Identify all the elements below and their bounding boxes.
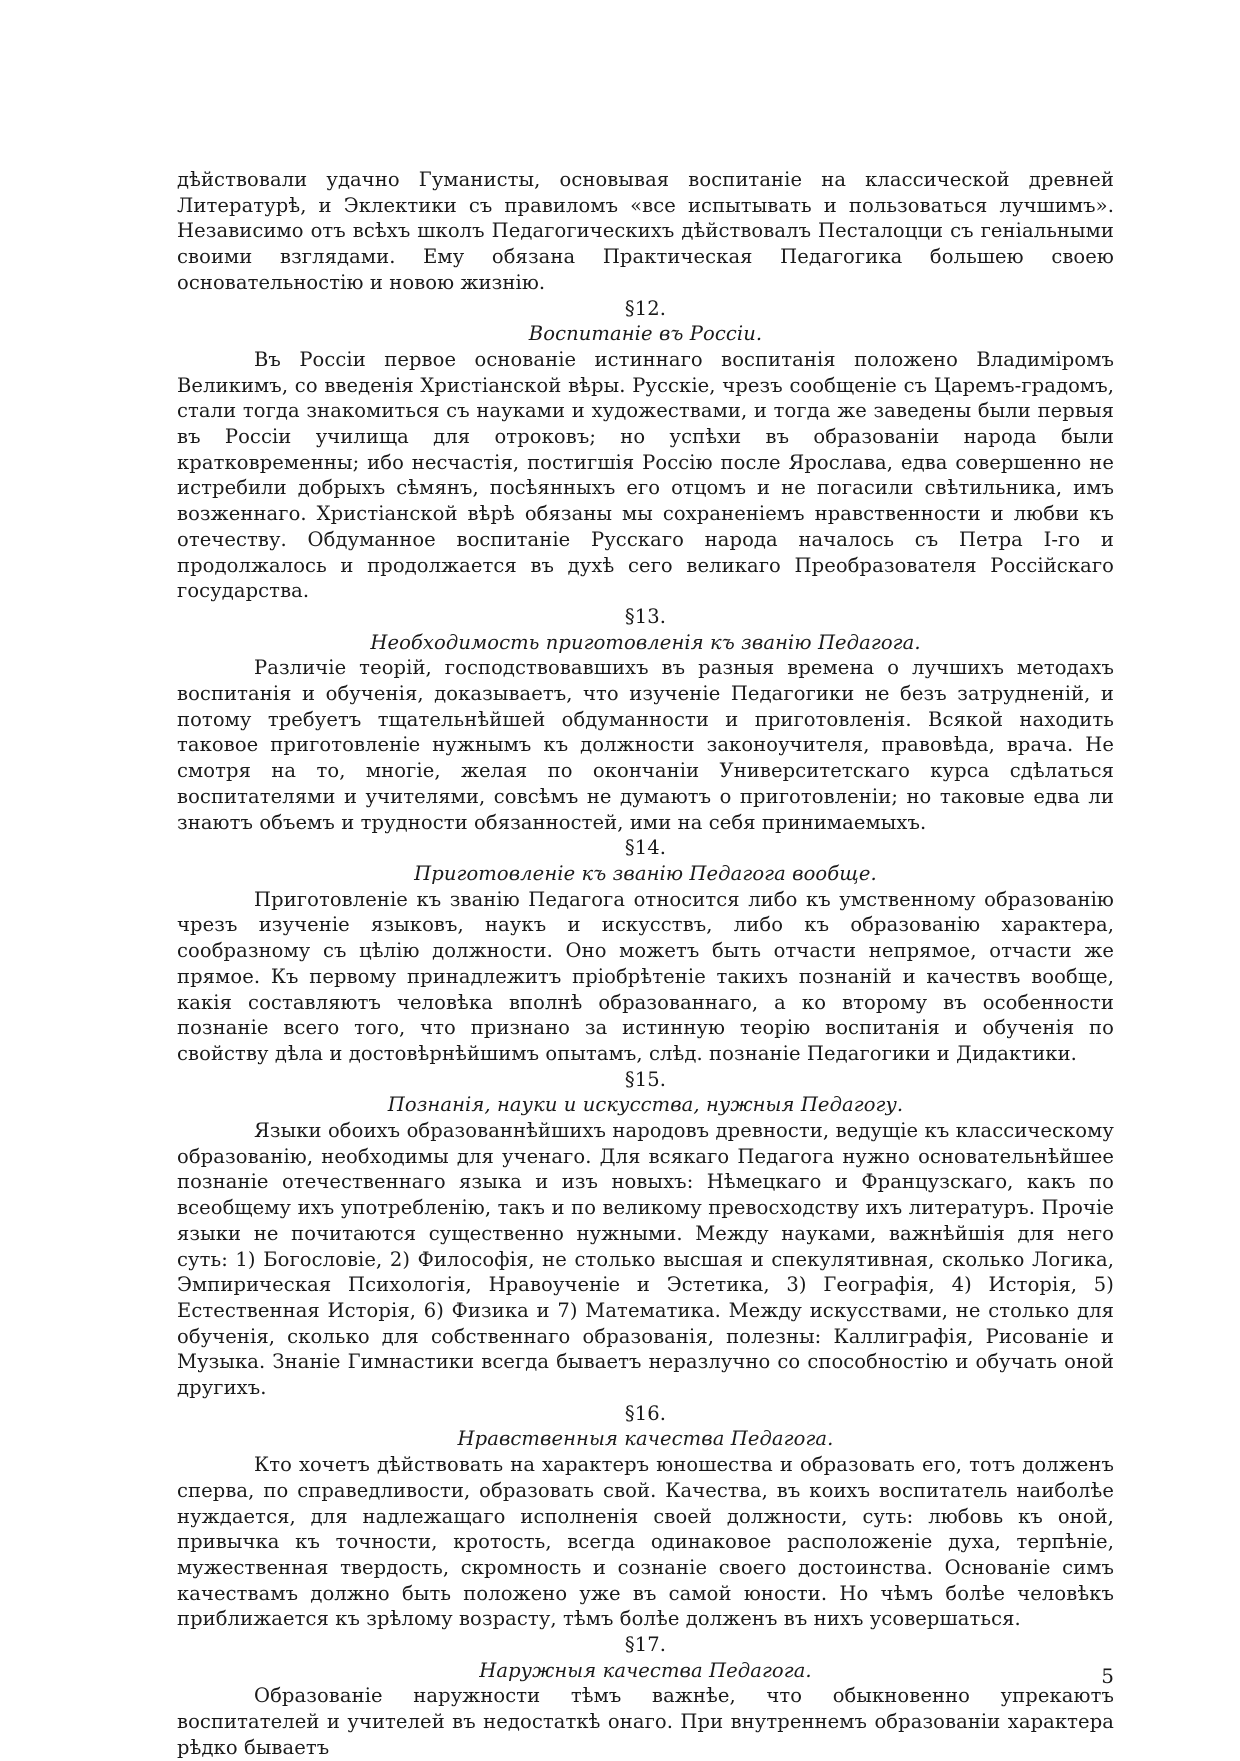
section-number: §14. — [624, 836, 667, 860]
paragraph: Въ Россіи первое основаніе истиннаго воспитанія положено Владиміромъ Великимъ, со введенія Христіанской вѣры. Русскіе, чрезъ сообщеніе съ Царемъ-градомъ, стали тогда знакомиться съ науками и художествами, и тогда же заведены были первыя въ Россіи училища для отроковъ; но успѣхи въ образованіи народа были кратковременны; ибо несчастія, постигшія Россію после Ярослава, едва совершенно не истребили добрыхъ сѣмянъ, посѣянныхъ его отцомъ и не погасили свѣтильника, имъ возженнаго. Христіанской вѣрѣ обязаны мы сохраненіемъ нравственности и любви къ отечеству. Обдуманное воспитаніе Русскаго народа началось съ Петра I-го и продолжалось и продолжается въ духѣ сего великаго Преобразователя Россійскаго государства. — [177, 347, 1114, 603]
section-number: §16. — [624, 1401, 667, 1425]
section-title: Необходимость приготовленія къ званію Педагога. — [370, 630, 921, 654]
section-title: Наружныя качества Педагога. — [479, 1658, 812, 1682]
section-number: §15. — [624, 1067, 667, 1091]
paragraph: Языки обоихъ образованнѣйшихъ народовъ древности, ведущіе къ классическому образованію, необходимы для ученаго. Для всякаго Педагога нужно основательнѣйшее познаніе отечественнаго языка и изъ новыхъ: Нѣмецкаго и Французскаго, какъ по всеобщему ихъ употребленію, такъ и по великому превосходству ихъ литературъ. Прочіе языки не почитаются существенно нужными. Между науками, важнѣйшія для него суть: 1) Богословіе, 2) Философія, не столько высшая и спекулятивная, сколько Логика, Эмпирическая Психологія, Нравоученіе и Эстетика, 3) Географія, 4) Исторія, 5) Естественная Исторія, 6) Физика и 7) Математика. Между искусствами, не столько для обученія, сколько для собственнаго образованія, полезны: Каллиграфія, Рисованіе и Музыка. Знаніе Гимнастики всегда бываетъ неразлучно со способностію и обучать оной другихъ. — [177, 1119, 1114, 1400]
section-title: Нравственныя качества Педагога. — [457, 1427, 834, 1451]
paragraph: Приготовленіе къ званію Педагога относится либо къ умственному образованію чрезъ изученіе языковъ, наукъ и искусствъ, либо къ образованію характера, сообразному съ цѣлію должности. Оно можетъ быть отчасти непрямое, отчасти же прямое. Къ первому принадлежитъ пріобрѣтеніе такихъ познаній и качествъ вообще, какія составляютъ человѣка вполнѣ образованнаго, а ко второму въ особенности познаніе всего того, что признано за истинную теорію воспитанія и обученія по свойству дѣла и достовѣрнѣйшимъ опытамъ, слѣд. познаніе Педагогики и Дидактики. — [177, 887, 1114, 1065]
paragraph: Образованіе наружности тѣмъ важнѣе, что обыкновенно упрекаютъ воспитателей и учителей въ недостаткѣ онаго. При внутреннемъ образованіи характера рѣдко бываетъ — [177, 1684, 1114, 1759]
section-number: §17. — [624, 1633, 667, 1657]
section-title: Воспитаніе въ Россіи. — [528, 322, 763, 346]
section-number: §13. — [624, 604, 667, 628]
paragraph: Кто хочетъ дѣйствовать на характеръ юношества и образовать его, тотъ долженъ сперва, по справедливости, образовать свой. Качества, въ коихъ воспитатель наиболѣе нуждается, для надлежащаго исполненія своей должности, суть: любовь къ оной, привычка къ точности, кротость, всегда одинаковое расположеніе духа, терпѣніе, мужественная твердость, скромность и сознаніе своего достоинства. Основаніе симъ качествамъ должно быть положено уже въ самой юности. Но чѣмъ болѣе человѣкъ приближается къ зрѣлому возрасту, тѣмъ болѣе долженъ въ нихъ усовершаться. — [177, 1453, 1114, 1631]
section-title: Познанія, науки и искусства, нужныя Педагогу. — [387, 1093, 904, 1117]
page-number: 5 — [1101, 1664, 1114, 1688]
page-body — [177, 167, 1114, 1761]
section-number: §12. — [624, 296, 667, 320]
paragraph-intro: дѣйствовали удачно Гуманисты, основывая воспитаніе на классической древней Литературѣ, и Эклектики съ правиломъ «все испытывать и пользоваться лучшимъ». Независимо отъ всѣхъ школъ Педагогическихъ дѣйствовалъ Песталоцци съ геніальными своими взглядами. Ему обязана Практическая Педагогика большею своею основательностію и новою жизнію. — [177, 168, 1114, 294]
paragraph: Различіе теорій, господствовавшихъ въ разныя времена о лучшихъ методахъ воспитанія и обученія, доказываетъ, что изученіе Педагогики не безъ затрудненій, и потому требуетъ тщательнѣйшей обдуманности и приготовленія. Всякой находить таковое приготовленіе нужнымъ къ должности законоучителя, правовѣда, врача. Не смотря на то, многіе, желая по окончаніи Университетскаго курса сдѣлаться воспитателями и учителями, совсѣмъ не думаютъ о приготовленіи; но таковые едва ли знаютъ объемъ и трудности обязанностей, ими на себя принимаемыхъ. — [177, 656, 1114, 834]
section-title: Приготовленіе къ званію Педагога вообще. — [414, 861, 877, 885]
